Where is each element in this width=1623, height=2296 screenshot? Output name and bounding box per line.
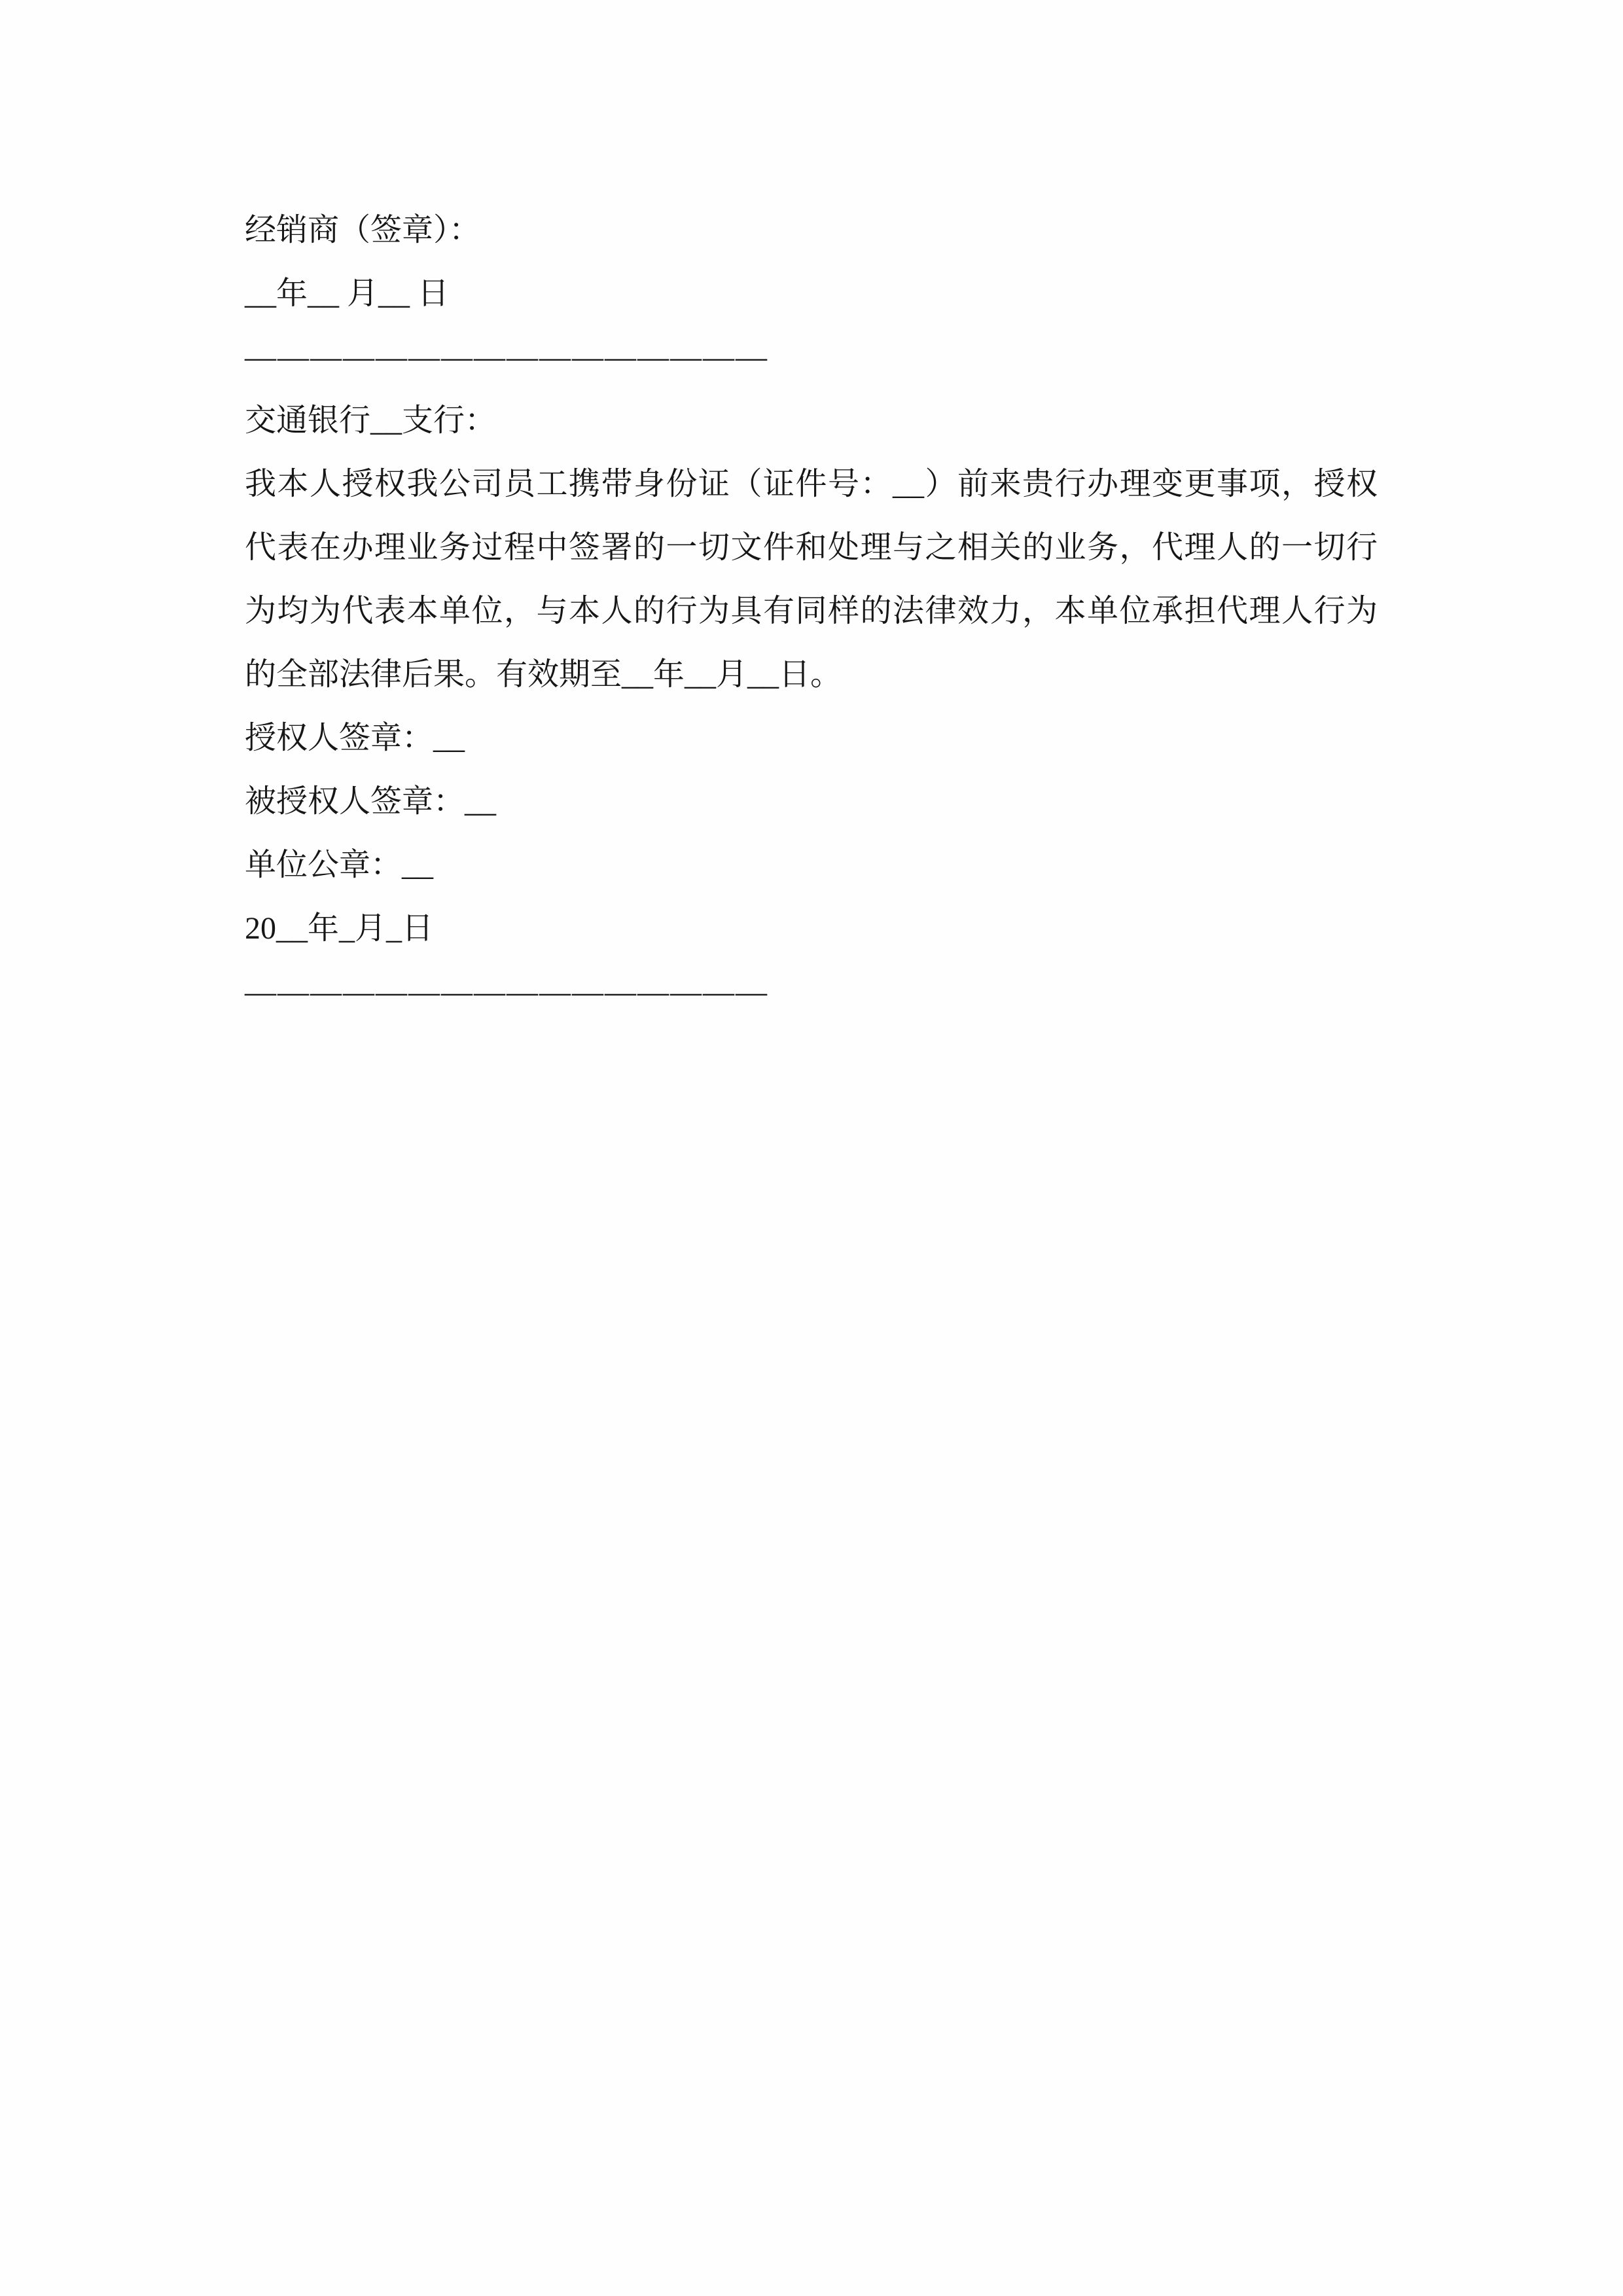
authorization-paragraph-line-3: 为均为代表本单位，与本人的行为具有同样的法律效力，本单位承担代理人行为	[245, 594, 1378, 628]
bank-heading-line: 交通银行__支行：	[245, 403, 497, 438]
authorization-paragraph-line-2: 代表在办理业务过程中签署的一切文件和处理与之相关的业务，代理人的一切行	[245, 530, 1378, 565]
company-seal-line: 单位公章：__	[245, 848, 434, 882]
authorization-paragraph-line-1: 我本人授权我公司员工携带身份证（证件号：__）前来贵行办理变更事项，授权	[245, 467, 1378, 501]
authorized-person-seal-line: 被授权人签章：__	[245, 784, 497, 819]
dealer-seal-line: 经销商（签章）：	[245, 213, 481, 247]
date-blank-line: 20__年_月_日	[245, 911, 434, 946]
dealer-date-blank-line: __年__ 月__ 日	[245, 276, 450, 311]
document-body	[245, 198, 1378, 1024]
authorization-paragraph	[245, 452, 1378, 706]
section-separator-bottom: ————————————————	[245, 975, 768, 1009]
authorizer-seal-line: 授权人签章：__	[245, 721, 465, 755]
authorization-paragraph-line-4: 的全部法律后果。有效期至__年__月__日。	[245, 657, 842, 692]
section-separator-top: ————————————————	[245, 340, 768, 374]
